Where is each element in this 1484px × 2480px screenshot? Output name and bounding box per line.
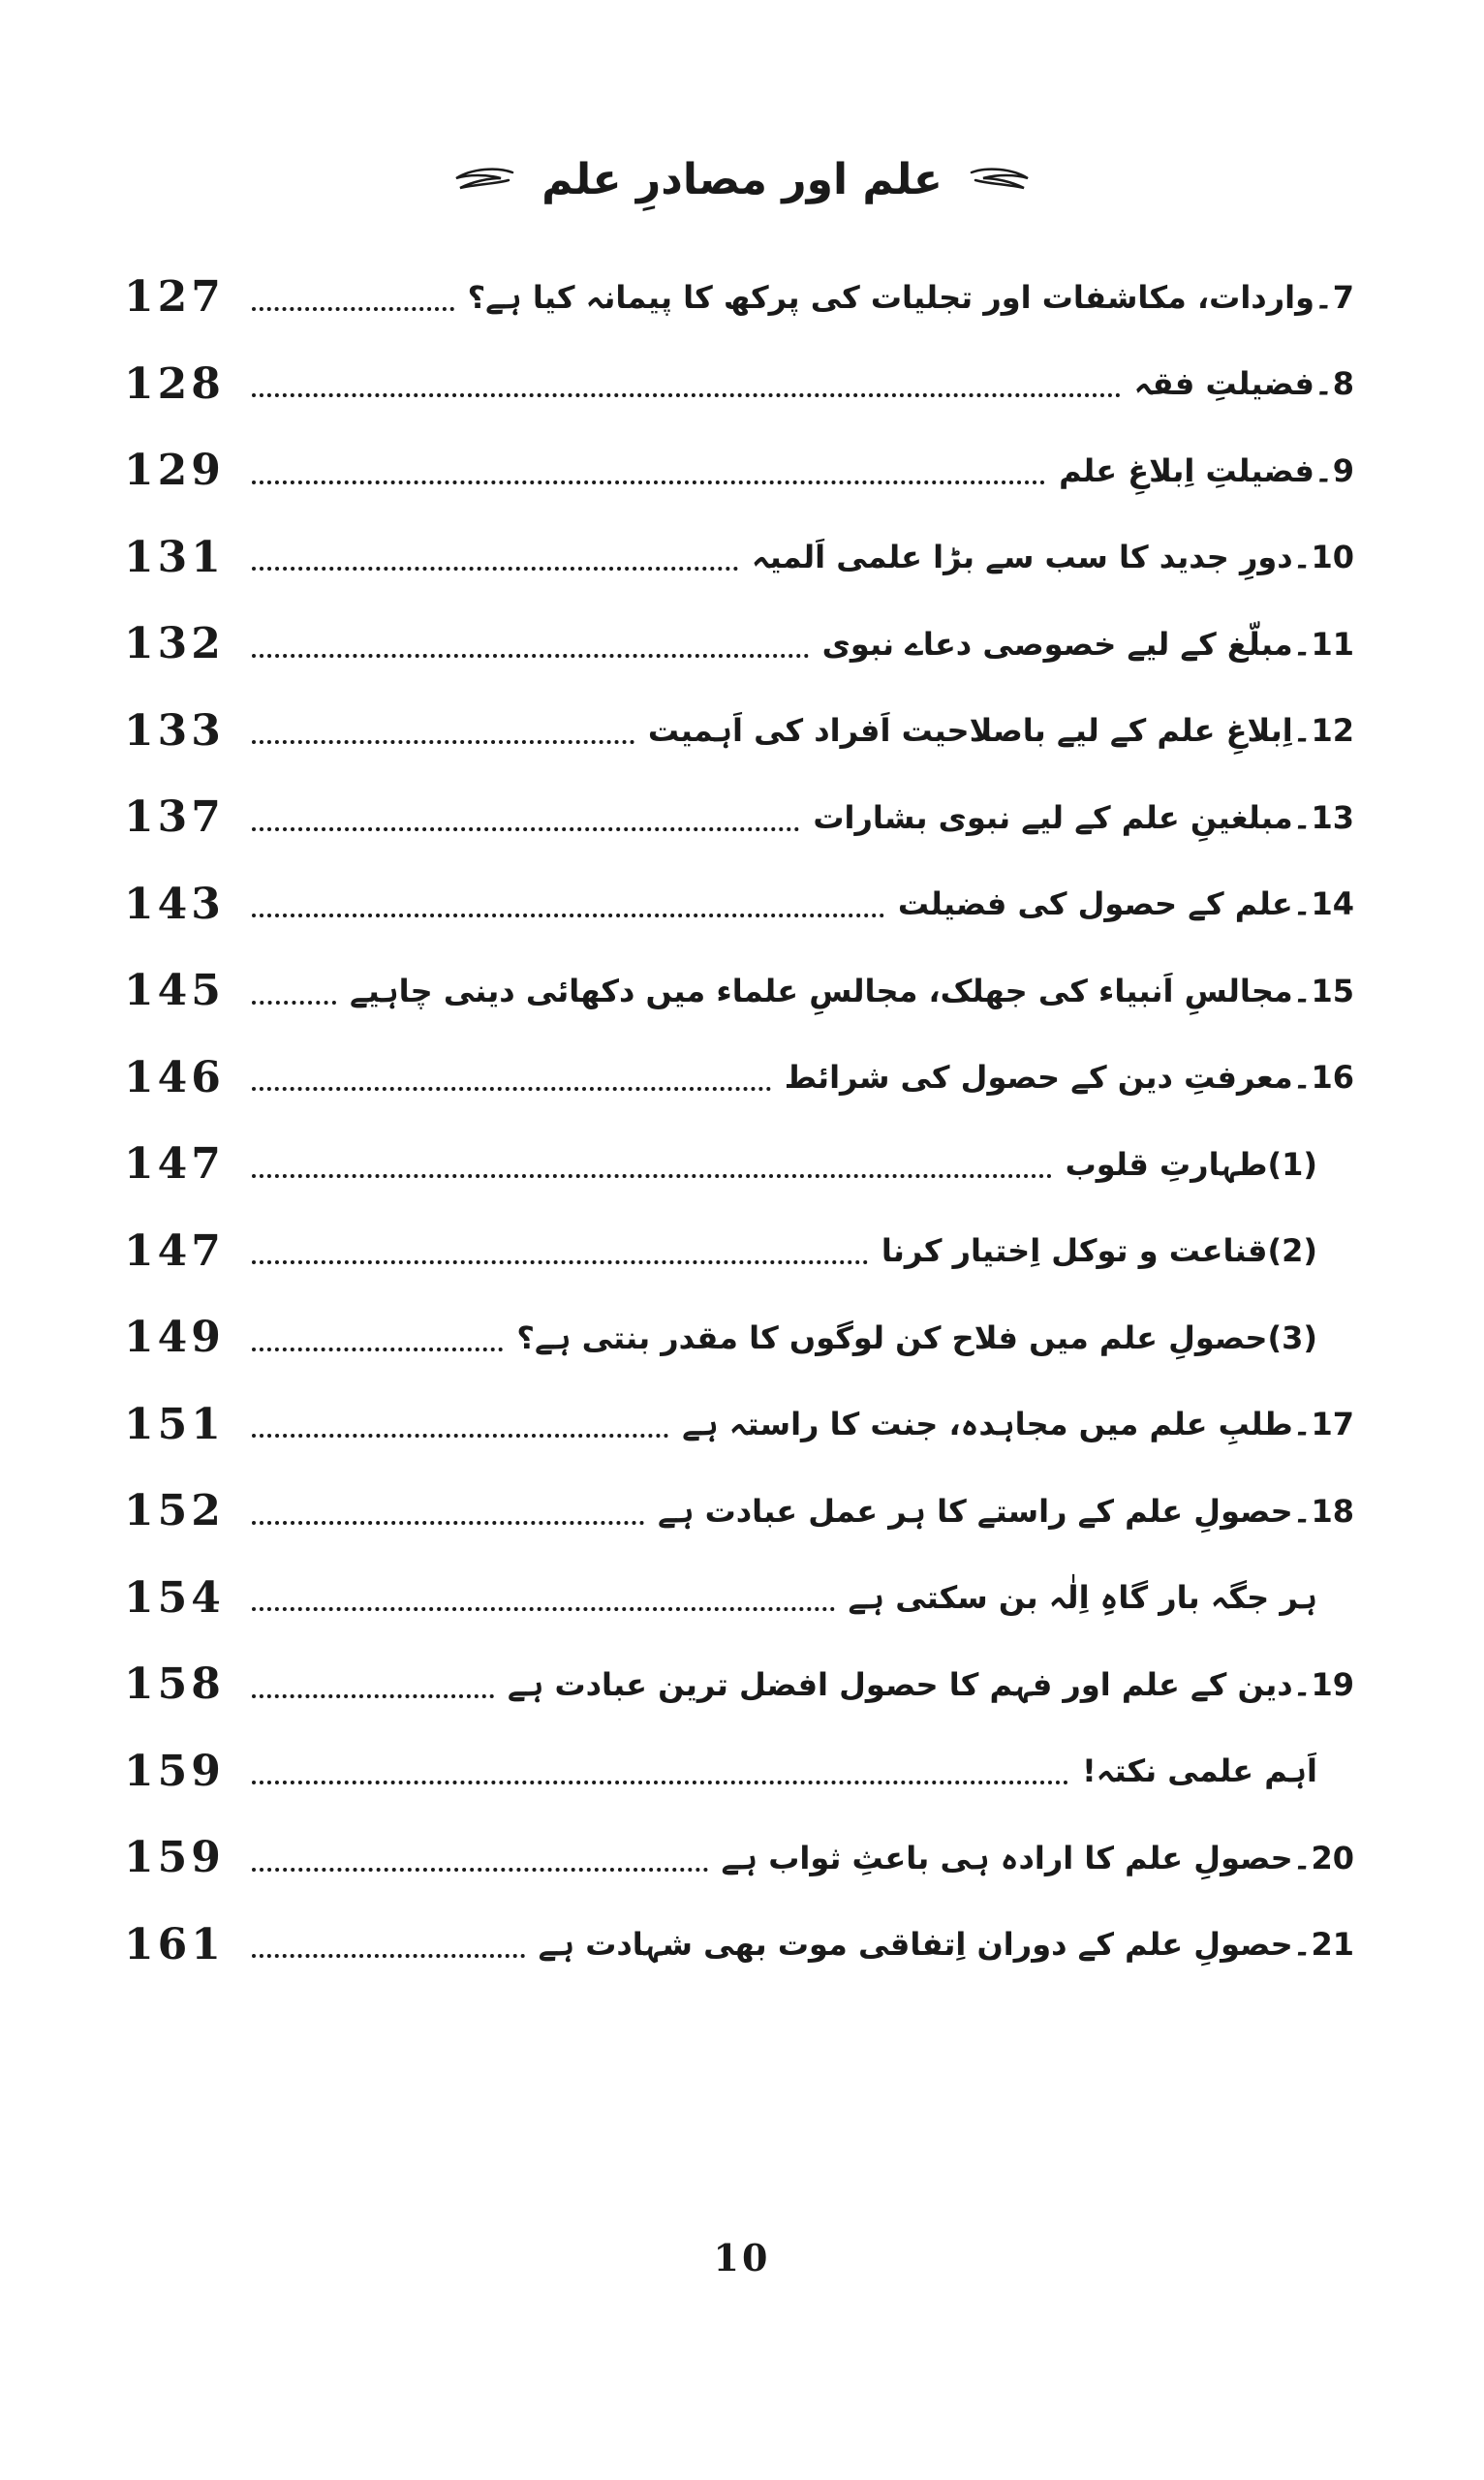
toc-entry [124, 1814, 1354, 1902]
dot-leader [252, 393, 1121, 397]
toc-entry [124, 1208, 1354, 1295]
toc-entry-title: 21۔حصولِ علم کے دوران اِتفاقی موت بھی شہادت ہے [538, 1926, 1354, 1964]
toc-entry-page-number: 127 [124, 272, 225, 323]
dot-leader [252, 1087, 771, 1091]
left-flourish-icon [448, 165, 516, 194]
toc-entry [124, 688, 1354, 775]
dot-leader [252, 914, 884, 917]
dot-leader [252, 1607, 835, 1611]
toc-entry [124, 861, 1354, 948]
toc-entry [124, 427, 1354, 514]
toc-entry [124, 1555, 1354, 1642]
toc-entry-page-number: 131 [124, 532, 225, 582]
dot-leader [252, 1001, 336, 1005]
toc-entry-title: 7۔واردات، مکاشفات اور تجلیات کی پرکھ کا پیمانہ کیا ہے؟ [467, 278, 1354, 316]
toc-entry-page-number: 133 [124, 705, 225, 756]
dot-leader [252, 1954, 525, 1958]
toc-entry [124, 1121, 1354, 1208]
toc-entry-page-number: 145 [124, 966, 225, 1016]
toc-entry [124, 1035, 1354, 1122]
dot-leader [252, 1521, 644, 1525]
toc-entry-title: اَہم علمی نکتہ! [1082, 1752, 1317, 1790]
toc-entry-title: 11۔مبلّغ کے لیے خصوصی دعاے نبوی [821, 625, 1354, 663]
right-flourish-icon [968, 165, 1036, 194]
toc-entry-page-number: 152 [124, 1486, 225, 1536]
toc-entry [124, 1381, 1354, 1469]
toc-entry-page-number: 161 [124, 1919, 225, 1969]
toc-entry [124, 514, 1354, 602]
toc-entry-page-number: 151 [124, 1399, 225, 1449]
header-title: علم اور مصادرِ علم [541, 154, 943, 204]
dot-leader [252, 1781, 1068, 1784]
toc-entry-title: (1)طہارتِ قلوب [1065, 1145, 1317, 1183]
toc-entry-page-number: 149 [124, 1313, 225, 1363]
dot-leader [252, 654, 809, 658]
toc-entry-title: 15۔مجالسِ اَنبیاء کی جھلک، مجالسِ علماء میں دکھائی دینی چاہیے [350, 972, 1354, 1009]
toc-entry-title: 19۔دین کے علم اور فہم کا حصول افضل ترین عبادت ہے [507, 1665, 1354, 1703]
toc-entry-page-number: 159 [124, 1833, 225, 1883]
toc-entry-title: 17۔طلبِ علم میں مجاہدہ، جنت کا راستہ ہے [682, 1406, 1354, 1443]
dot-leader [252, 740, 634, 744]
toc-entry-page-number: 132 [124, 619, 225, 669]
dot-leader [252, 1434, 668, 1438]
dot-leader [252, 1694, 494, 1698]
toc-entry [124, 341, 1354, 428]
toc-entry [124, 601, 1354, 688]
toc-entry-title: 14۔علم کے حصول کی فضیلت [897, 885, 1354, 923]
dot-leader [252, 1174, 1052, 1178]
running-header [0, 136, 1484, 223]
toc-entry-title: (2)قناعت و توکل اِختیار کرنا [881, 1232, 1317, 1270]
toc-entry-page-number: 137 [124, 792, 225, 843]
toc-entry-title: (3)حصولِ علم میں فلاح کن لوگوں کا مقدر بنتی ہے؟ [516, 1318, 1317, 1356]
toc-entry [124, 774, 1354, 861]
toc-entry-title: 9۔فضیلتِ اِبلاغِ علم [1059, 451, 1354, 489]
toc-entry-title: 20۔حصولِ علم کا ارادہ ہی باعثِ ثواب ہے [721, 1839, 1354, 1876]
toc-entry-page-number: 154 [124, 1572, 225, 1623]
table-of-contents [124, 254, 1354, 1988]
toc-entry [124, 1641, 1354, 1728]
toc-entry-page-number: 143 [124, 879, 225, 929]
dot-leader [252, 307, 454, 311]
toc-entry-page-number: 159 [124, 1746, 225, 1796]
toc-entry-page-number: 146 [124, 1052, 225, 1102]
toc-entry [124, 1728, 1354, 1815]
toc-entry [124, 1902, 1354, 1989]
toc-entry-title: 8۔فضیلتِ فقہ [1133, 365, 1354, 403]
toc-entry-title: 18۔حصولِ علم کے راستے کا ہر عمل عبادت ہے [657, 1492, 1354, 1530]
toc-entry-page-number: 128 [124, 358, 225, 409]
dot-leader [252, 567, 738, 571]
toc-entry [124, 1468, 1354, 1555]
toc-entry-page-number: 129 [124, 446, 225, 496]
toc-entry-title: ہر جگہ بار گاہِ اِلٰہ بن سکتی ہے [848, 1579, 1317, 1617]
toc-entry-title: 10۔دورِ جدید کا سب سے بڑا علمی اَلمیہ [751, 539, 1354, 576]
toc-entry [124, 947, 1354, 1035]
toc-entry-page-number: 158 [124, 1659, 225, 1710]
toc-entry [124, 1294, 1354, 1381]
toc-entry-title: 13۔مبلغینِ علم کے لیے نبوی بشارات [813, 798, 1354, 836]
dot-leader [252, 1348, 503, 1351]
dot-leader [252, 1868, 708, 1872]
page-number: 10 [713, 2236, 771, 2279]
toc-entry-page-number: 147 [124, 1139, 225, 1190]
toc-entry-page-number: 147 [124, 1225, 225, 1276]
toc-entry-title: 16۔معرفتِ دین کے حصول کی شرائط [784, 1059, 1354, 1097]
toc-entry-title: 12۔اِبلاغِ علم کے لیے باصلاحیت اَفراد کی اَہمیت [647, 712, 1354, 750]
header-inner [448, 155, 1036, 204]
toc-entry [124, 254, 1354, 341]
dot-leader [252, 480, 1045, 484]
dot-leader [252, 827, 799, 831]
dot-leader [252, 1260, 868, 1264]
